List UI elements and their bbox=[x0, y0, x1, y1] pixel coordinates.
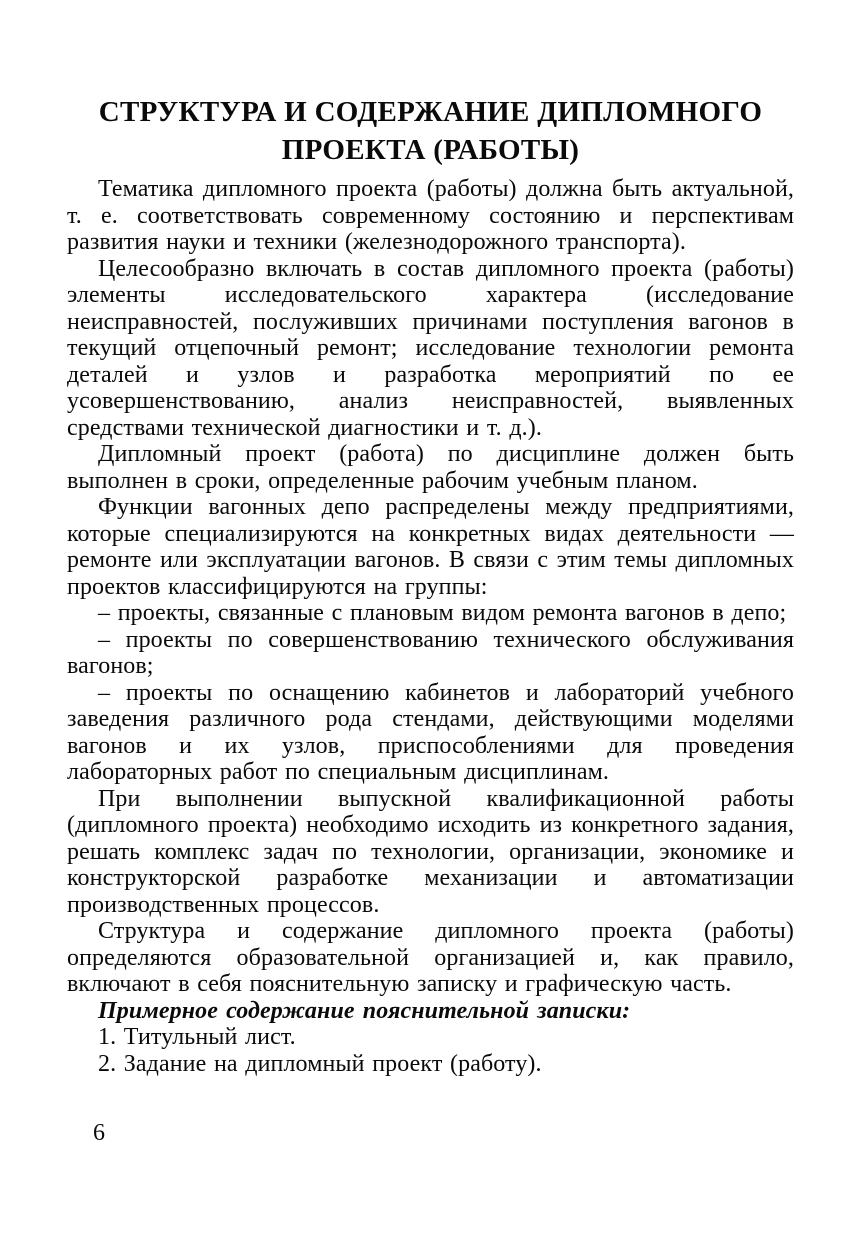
list-item-maintenance: – проекты по совершенствованию технического обслуживания вагонов; bbox=[67, 626, 794, 679]
page-title-line-1: СТРУКТУРА И СОДЕРЖАНИЕ ДИПЛОМНОГО bbox=[98, 96, 763, 128]
page-title bbox=[67, 93, 794, 169]
list-item-planned-repair: – проекты, связанные с плановым видом ремонта вагонов в депо; bbox=[98, 600, 787, 626]
paragraph-deadlines: Дипломный проект (работа) по дисциплине должен быть выполнен в сроки, определенные рабочим учебным планом. bbox=[67, 441, 794, 494]
lead-explanatory-note: Примерное содержание пояснительной записки: bbox=[98, 997, 631, 1024]
paragraph-structure-content: Структура и содержание дипломного проекта (работы) определяются образовательной организацией и, как правило, включают в себя пояснительную записку и графическую часть. bbox=[67, 918, 794, 997]
list-item-labs-equipment: – проекты по оснащению кабинетов и лабораторий учебного заведения различного рода стендами, действующими моделями вагонов и их узлов, приспособлениями для проведения лабораторных работ по специальным дисциплинам. bbox=[67, 679, 794, 785]
page-content bbox=[67, 93, 794, 1077]
paragraph-qualification-work: При выполнении выпускной квалификационной работы (дипломного проекта) необходимо исходить из конкретного задания, решать комплекс задач по технологии, организации, экономике и конструкторской разработке механизации и автоматизации производственных процессов. bbox=[67, 785, 794, 918]
paragraph-thematics: Тематика дипломного проекта (работы) должна быть актуальной, т. е. соответствовать современному состоянию и перспективам развития науки и техники (железнодорожного транспорта). bbox=[67, 176, 794, 255]
page-title-line-2: ПРОЕКТА (РАБОТЫ) bbox=[281, 134, 580, 166]
numbered-item-title-page: 1. Титульный лист. bbox=[98, 1024, 296, 1050]
paragraph-depot-functions: Функции вагонных депо распределены между предприятиями, которые специализируются на конкретных видах деятельности — ремонте или эксплуатации вагонов. В связи с этим темы дипломных проектов классифицируются на группы: bbox=[67, 494, 794, 600]
numbered-item-assignment: 2. Задание на дипломный проект (работу). bbox=[98, 1050, 542, 1077]
page-number: 6 bbox=[93, 1120, 105, 1146]
paragraph-research-elements: Целесообразно включать в состав дипломного проекта (работы) элементы исследовательского характера (исследование неисправностей, послуживших причинами поступления вагонов в текущий отцепочный ремонт; исследование технологии ремонта деталей и узлов и разработка мероприятий по ее усовершенствованию, анализ неисправностей, выявленных средствами технической диагностики и т. д.). bbox=[67, 255, 794, 441]
